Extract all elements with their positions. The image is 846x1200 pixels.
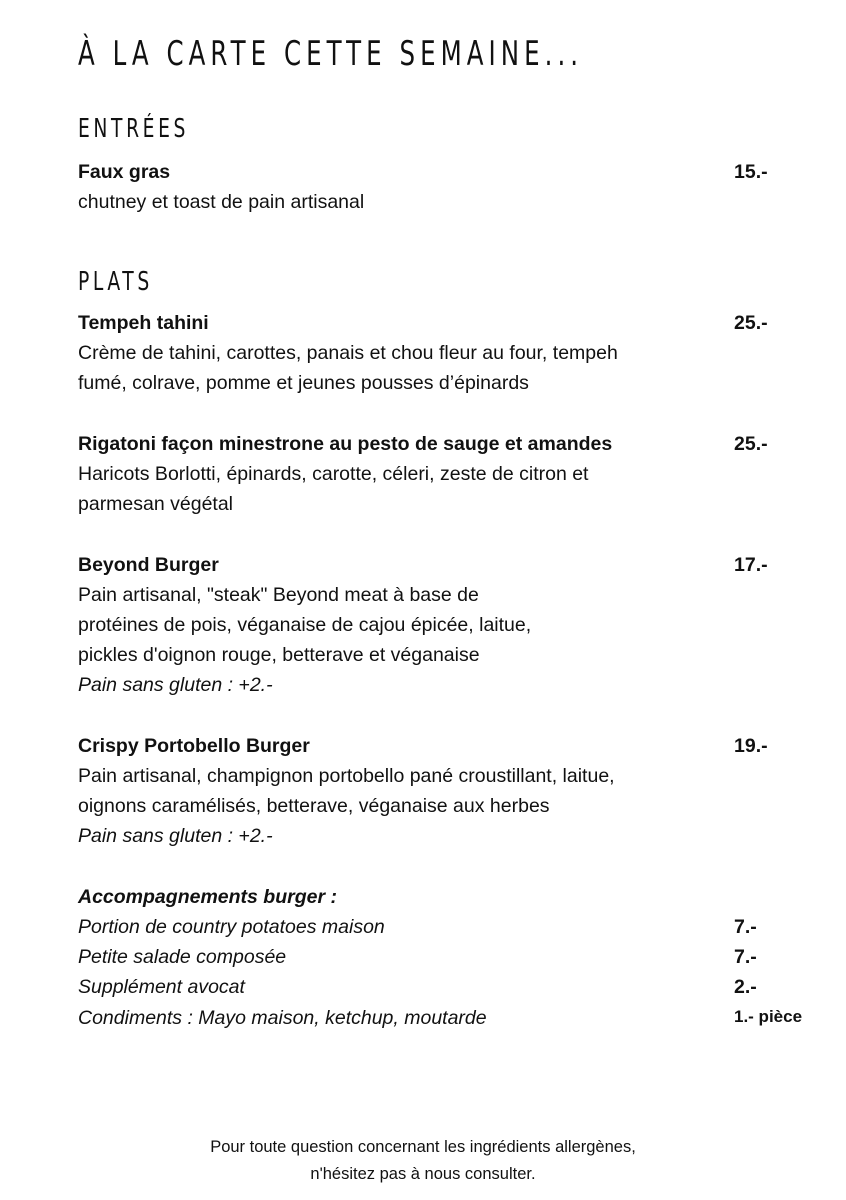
dish-description: pickles d'oignon rouge, betterave et véganaise xyxy=(78,644,480,666)
dish-description: parmesan végétal xyxy=(78,493,234,515)
side-price: 2.- xyxy=(734,976,757,998)
side-price: 7.- xyxy=(734,916,757,938)
page-title: À LA CARTE CETTE SEMAINE... xyxy=(78,34,584,74)
section-heading-entrees: ENTRÉES xyxy=(78,114,190,144)
side-name: Condiments : Mayo maison, ketchup, moutarde xyxy=(78,1007,487,1029)
dish-description: Haricots Borlotti, épinards, carotte, céleri, zeste de citron et xyxy=(78,463,589,485)
sides-heading: Accompagnements burger : xyxy=(78,886,337,908)
dish-name: Faux gras xyxy=(78,161,171,183)
side-price: 7.- xyxy=(734,946,757,968)
dish-description: protéines de pois, véganaise de cajou épicée, laitue, xyxy=(78,614,532,636)
dish-description: chutney et toast de pain artisanal xyxy=(78,191,365,213)
section-heading-plats: PLATS xyxy=(78,267,153,297)
dish-name: Beyond Burger xyxy=(78,554,219,576)
allergen-notice: Pour toute question concernant les ingrédients allergènes, xyxy=(210,1138,636,1156)
side-name: Supplément avocat xyxy=(78,976,245,998)
dish-description: Pain artisanal, "steak" Beyond meat à base de xyxy=(78,584,479,606)
dish-name: Tempeh tahini xyxy=(78,312,209,334)
dish-price: 17.- xyxy=(734,554,768,576)
dish-note: Pain sans gluten : +2.- xyxy=(78,674,273,696)
dish-price: 25.- xyxy=(734,433,768,455)
dish-price: 15.- xyxy=(734,161,768,183)
dish-description: Pain artisanal, champignon portobello pané croustillant, laitue, xyxy=(78,765,615,787)
dish-name: Rigatoni façon minestrone au pesto de sauge et amandes xyxy=(78,433,613,455)
dish-description: Crème de tahini, carottes, panais et chou fleur au four, tempeh xyxy=(78,342,618,364)
dish-description: fumé, colrave, pomme et jeunes pousses d’épinards xyxy=(78,372,529,394)
side-price: 1.- pièce xyxy=(734,1007,803,1026)
dish-name: Crispy Portobello Burger xyxy=(78,735,310,757)
side-name: Portion de country potatoes maison xyxy=(78,916,385,938)
side-name: Petite salade composée xyxy=(78,946,287,968)
dish-price: 25.- xyxy=(734,312,768,334)
dish-price: 19.- xyxy=(734,735,768,757)
allergen-notice: n'hésitez pas à nous consulter. xyxy=(310,1165,536,1183)
dish-note: Pain sans gluten : +2.- xyxy=(78,825,273,847)
dish-description: oignons caramélisés, betterave, véganaise aux herbes xyxy=(78,795,550,817)
